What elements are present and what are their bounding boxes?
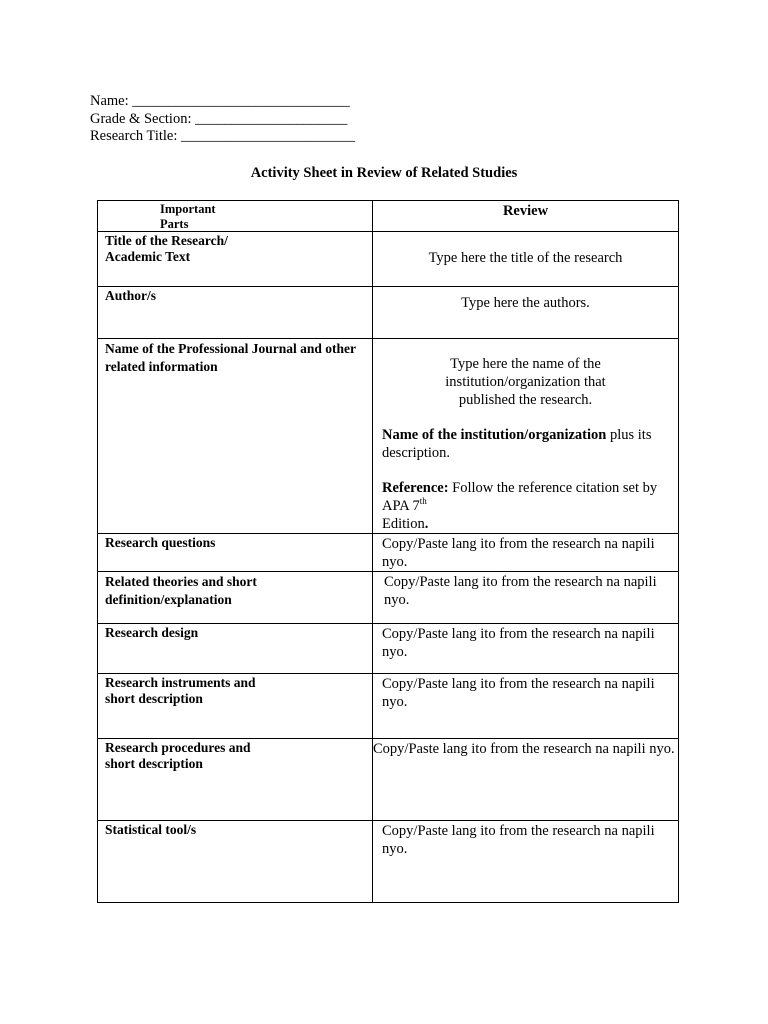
part-label: Statistical tool/s [98, 821, 373, 903]
part-label [98, 674, 373, 739]
review-text: Type here the authors. [461, 295, 590, 311]
reference-line [373, 462, 678, 533]
column-header-parts [98, 201, 373, 232]
institution-line [373, 409, 678, 462]
review-text: Copy/Paste lang ito from the research na napili nyo. [373, 741, 675, 757]
table-row [98, 739, 679, 821]
table-row [98, 572, 679, 624]
review-cell[interactable] [373, 821, 679, 903]
reference-superscript: th [419, 496, 427, 507]
table-row [98, 339, 679, 534]
part-label: Author/s [98, 287, 373, 339]
review-text: published the research. [458, 392, 593, 408]
part-label-line1: Research instruments and [105, 675, 256, 690]
review-cell[interactable] [373, 624, 679, 674]
review-text: Copy/Paste lang ito from the research na napili nyo. [382, 536, 655, 570]
table-row [98, 534, 679, 572]
review-cell[interactable] [373, 287, 679, 339]
part-label: Related theories and short definition/explanation [98, 572, 373, 624]
institution-text: plus its description. [382, 427, 652, 461]
table-row [98, 232, 679, 287]
review-text: Copy/Paste lang ito from the research na napili nyo. [382, 626, 655, 660]
table-row [98, 624, 679, 674]
student-info-header [90, 93, 355, 146]
reference-end: . [424, 516, 429, 532]
review-text: Copy/Paste lang ito from the research na napili nyo. [384, 574, 657, 608]
review-text: Type here the name of the institution/organization that [445, 356, 606, 390]
reference-label: Reference: [382, 480, 449, 496]
reference-text-line2: Edition [382, 516, 425, 532]
part-label-line2: short description [105, 690, 203, 706]
review-cell[interactable] [373, 739, 679, 821]
review-cell[interactable] [373, 534, 679, 572]
table-row [98, 674, 679, 739]
review-cell[interactable] [373, 572, 679, 624]
research-title-line[interactable]: Research Title: ________________________ [90, 128, 356, 145]
column-header-parts-line1: Important [160, 202, 216, 216]
review-cell[interactable] [373, 339, 679, 534]
review-text: Copy/Paste lang ito from the research na napili nyo. [382, 823, 655, 857]
part-label-line1: Research procedures and [105, 740, 251, 755]
part-label-text: Name of the Professional Journal and other related information [105, 341, 356, 374]
institution-label: Name of the institution/organization [382, 427, 607, 443]
part-label-line2: short description [105, 755, 203, 771]
part-label [98, 232, 373, 287]
sheet-title: Activity Sheet in Review of Related Studies [250, 165, 518, 181]
review-cell[interactable] [373, 674, 679, 739]
part-label: Research questions [98, 534, 373, 572]
name-line[interactable]: Name: ______________________________ [90, 93, 350, 109]
review-cell[interactable] [373, 232, 679, 287]
table-row [98, 821, 679, 903]
review-text: Type here the title of the research [428, 250, 623, 266]
part-label [98, 339, 373, 534]
grade-section-line[interactable]: Grade & Section: _____________________ [90, 110, 348, 127]
table-header-row [98, 201, 679, 232]
column-header-review: Review [373, 201, 679, 232]
part-label-line2: Academic Text [105, 248, 191, 264]
column-header-parts-line2: Parts [160, 216, 189, 231]
review-table [97, 200, 679, 903]
part-label [98, 739, 373, 821]
reference-text: Follow the reference citation set by APA 7 [382, 480, 658, 514]
part-label: Research design [98, 624, 373, 674]
table-row [98, 287, 679, 339]
part-label-line1: Title of the Research/ [105, 233, 228, 248]
review-text: Copy/Paste lang ito from the research na napili nyo. [382, 676, 655, 710]
